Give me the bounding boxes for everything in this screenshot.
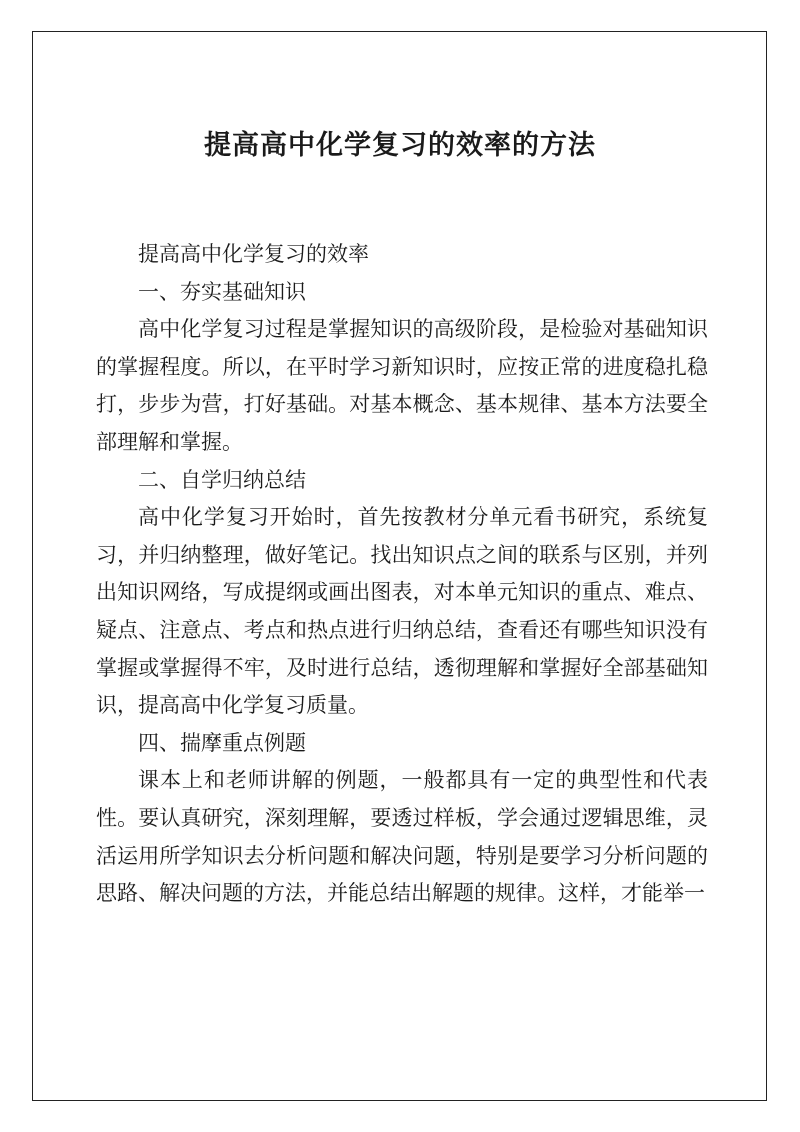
section-heading-4: 四、揣摩重点例题: [138, 730, 306, 755]
document-title: 提高高中化学复习的效率的方法: [204, 130, 596, 161]
section-heading-2: 二、自学归纳总结: [138, 467, 306, 492]
section-heading-1: 一、夯实基础知识: [138, 279, 306, 304]
subtitle-paragraph: 提高高中化学复习的效率: [138, 242, 369, 266]
body-paragraph-1: 高中化学复习过程是掌握知识的高级阶段，是检验对基础知识的掌握程度。所以，在平时学习新知识时，应按正常的进度稳扎稳打，步步为营，打好基础。对基本概念、基本规律、基本方法要全部理解和掌握。: [96, 317, 708, 454]
document-body: [96, 236, 708, 913]
body-paragraph-2: 高中化学复习开始时，首先按教材分单元看书研究，系统复习，并归纳整理，做好笔记。找出知识点之间的联系与区别，并列出知识网络，写成提纲或画出图表，对本单元知识的重点、难点、疑点、注意点、考点和热点进行归纳总结，查看还有哪些知识没有掌握或掌握得不牢，及时进行总结，透彻理解和掌握好全部基础知识，提高高中化学复习质量。: [96, 505, 708, 718]
body-paragraph-3: 课本上和老师讲解的例题，一般都具有一定的典型性和代表性。要认真研究，深刻理解，要透过样板，学会通过逻辑思维，灵活运用所学知识去分析问题和解决问题，特别是要学习分析问题的思路、解决问题的方法，并能总结出解题的规律。这样，才能举一: [96, 768, 708, 906]
